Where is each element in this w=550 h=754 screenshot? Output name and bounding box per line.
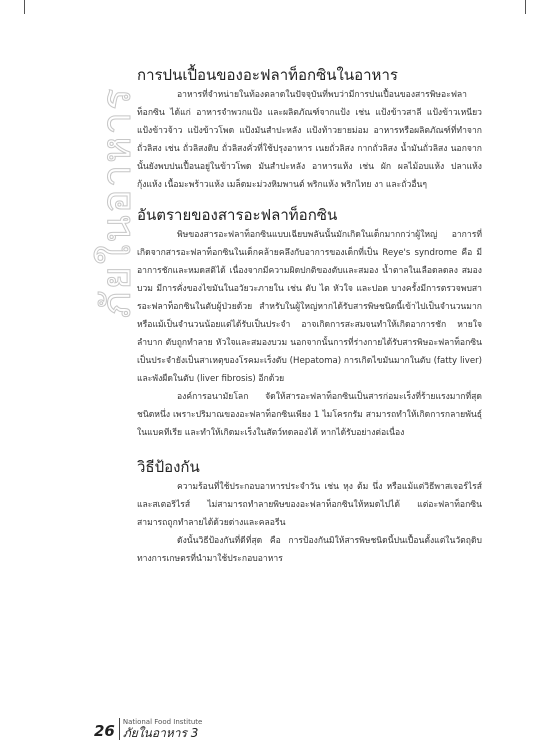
- crop-mark-left: [24, 0, 25, 14]
- footer-text: [119, 718, 202, 740]
- paragraph: อาหารที่จำหน่ายในท้องตลาดในปัจจุบันที่พบว่ามีการปนเปื้อนของสารพิษอะฟลาท็อกซิน ได้แก่ อาหารจำพวกแป้ง และผลิตภัณฑ์จากแป้ง เช่น แป้งข้าวสาลี แป้งข้าวเหนียว แป้งข้าวจ้าว แป้งข้าวโพด แป้งมันสำปะหลัง แป้งท้าวยายม่อม อาหารหรือผลิตภัณฑ์ที่ทำจากถั่วลิสง เช่น ถั่วลิสงดิบ ถั่วลิสงคั่วที่ใช้ปรุงอาหาร เนยถั่วลิสง กากถั่วลิสง น้ำมันถั่วลิสง นอกจากนั้นยังพบปนเปื้อนอยู่ในข้าวโพด มันสำปะหลัง อาหารแห้ง เช่น ผัก ผลไม้อบแห้ง ปลาแห้ง กุ้งแห้ง เนื้อมะพร้าวแห้ง เมล็ดมะม่วงหิมพานต์ พริกแห้ง พริกไทย งา และถั่วอื่นๆ: [137, 90, 482, 190]
- section-heading: อันตรายของสารอะฟลาท็อกซิน: [137, 206, 338, 224]
- paragraph: พิษของสารอะฟลาท็อกซินแบบเฉียบพลันนั้นมักเกิดในเด็กมากกว่าผู้ใหญ่ อาการที่เกิดจากสารอะฟลาท็อกซินในเด็กคล้ายคลึงกับอาการของเด็กที่เป็น Reye's syndrome คือ มีอาการชักและหมดสติได้ เนื่องจากมีความผิดปกติของตับและสมอง น้ำตาลในเลือดลดลง สมองบวม มีการคั่งของไขมันในอวัยวะภายใน เช่น ตับ ไต หัวใจ และปอด บางครั้งมีการตรวจพบสารอะฟลาท็อกซินในตับผู้ป่วยด้วย สำหรับในผู้ใหญ่หากได้รับสารพิษชนิดนี้เข้าไปเป็นจำนวนมาก หรือแม้เป็นจำนวนน้อยแต่ได้รับเป็นประจำ อาจเกิดการสะสมจนทำให้เกิดอาการชัก หายใจลำบาก ตับถูกทำลาย หัวใจและสมองบวม นอกจากนั้นการที่ร่างกายได้รับสารพิษอะฟลาท็อกซินเป็นประจำยังเป็นสาเหตุของโรคมะเร็งตับ (Hepatoma) การเกิดไขมันมากในตับ (fatty liver) และพังผืดในตับ (liver fibrosis) อีกด้วย: [137, 230, 482, 384]
- publisher-name: National Food Institute: [122, 718, 203, 726]
- paragraph: ดังนั้นวิธีป้องกันที่ดีที่สุด คือ การป้องกันมิให้สารพิษชนิดนี้ปนเปื้อนตั้งแต่ในวัตถุดิบทางการเกษตรที่นำมาใช้ประกอบอาหาร: [137, 536, 482, 564]
- page-number: 26: [94, 722, 115, 740]
- vertical-watermark: ภัยในอาหาร: [94, 86, 140, 318]
- section-danger: [137, 204, 482, 442]
- article-content: [137, 64, 482, 578]
- page-footer: [94, 718, 202, 740]
- section-heading: วิธีป้องกัน: [137, 458, 200, 476]
- magazine-title: ภัยในอาหาร 3: [122, 726, 199, 740]
- section-contamination: [137, 64, 482, 194]
- section-heading: การปนเปื้อนของอะฟลาท็อกซินในอาหาร: [137, 66, 398, 84]
- section-prevention: [137, 456, 482, 568]
- paragraph: องค์การอนามัยโลก จัดให้สารอะฟลาท็อกซินเป็นสารก่อมะเร็งที่ร้ายแรงมากที่สุดชนิดหนึ่ง เพราะปริมาณของอะฟลาท็อกซินเพียง 1 ไมโครกรัม สามารถทำให้เกิดการกลายพันธุ์ในแบคทีเรีย และทำให้เกิดมะเร็งในสัตว์ทดลองได้ หากได้รับอย่างต่อเนื่อง: [137, 392, 482, 438]
- paragraph: ความร้อนที่ใช้ประกอบอาหารประจำวัน เช่น หุง ต้ม นึ่ง หรือแม้แต่วิธีพาสเจอร์ไรส์ และสเตอริไรส์ ไม่สามารถทำลายพิษของอะฟลาท็อกซินให้หมดไปได้ แต่อะฟลาท็อกซินสามารถถูกทำลายได้ด้วยด่างและคลอรีน: [137, 482, 482, 528]
- crop-mark-right: [525, 0, 526, 14]
